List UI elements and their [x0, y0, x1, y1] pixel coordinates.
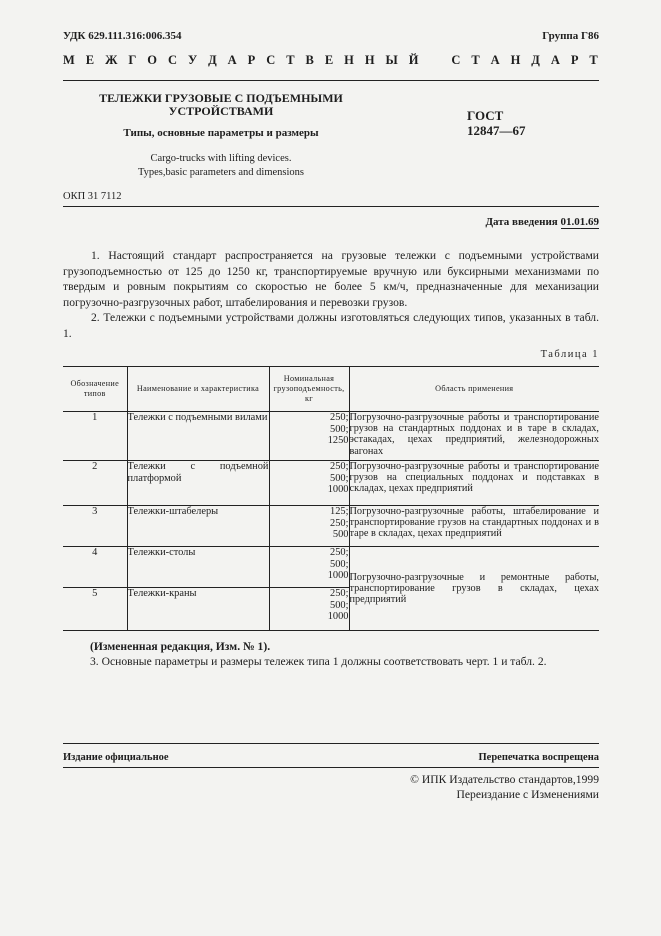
title-rule	[63, 206, 599, 207]
paragraph-1: 1. Настоящий стандарт распространяется на грузовые тележки с подъемными устройствами грузоподъемностью от 125 до 1250 кг, транспортируемые вручную или буксирными механизмами по твердым и ровным покрытиям со скоростью не более 5 км/ч, предназначенные для механизации погрузочно-разгрузочных работ, штабелирования и перевозки грузов.	[63, 249, 599, 309]
table-row	[63, 547, 599, 588]
type-name: Тележки-краны	[127, 588, 269, 631]
okp-code: ОКП 31 7112	[63, 191, 122, 202]
gost-designation	[467, 108, 587, 138]
type-area: Погрузочно-разгрузочные работы, штабелирование и транспортирование грузов на стандартных поддонах и в таре в складах, цехах предприятий	[349, 506, 599, 547]
official-edition: Издание официальное	[63, 752, 169, 763]
intro-date-value: 01.01.69	[560, 216, 599, 228]
copyright: © ИПК Издательство стандартов,1999	[410, 773, 599, 786]
english-title-line-1: Cargo-trucks with lifting devices.	[150, 153, 292, 164]
amendment-note: (Измененная редакция, Изм. № 1).	[90, 640, 271, 653]
type-capacity: 250; 500; 1000	[269, 547, 349, 588]
standard-banner: М Е Ж Г О С У Д А Р С Т В Е Н Н Ы Й С Т А Н Д А Р Т	[63, 53, 598, 67]
header-capacity: Номинальная грузоподъемность, кг	[269, 367, 349, 412]
table-row	[63, 461, 599, 506]
type-name: Тележки-штабелеры	[127, 506, 269, 547]
type-number: 5	[63, 588, 127, 631]
type-name: Тележки-столы	[127, 547, 269, 588]
type-area: Погрузочно-разгрузочные работы и транспортирование грузов на стандартных поддонах и в таре в складах, эстакадах, цехах предприятий, железнодорожных вагонах	[349, 412, 599, 461]
gost-label: ГОСТ	[467, 108, 504, 123]
group-code: Группа Г86	[542, 30, 599, 42]
types-table	[63, 366, 599, 631]
type-capacity: 250; 500; 1000	[269, 461, 349, 506]
type-capacity: 250; 500; 1250	[269, 412, 349, 461]
intro-date-label: Дата введения	[485, 216, 558, 228]
header-name: Наименование и характеристика	[127, 367, 269, 412]
udk-code: УДК 629.111.316:006.354	[63, 30, 182, 42]
type-number: 2	[63, 461, 127, 506]
english-title	[90, 152, 352, 180]
intro-date	[485, 216, 599, 228]
document-title: ТЕЛЕЖКИ ГРУЗОВЫЕ С ПОДЪЕМНЫМИ УСТРОЙСТВАМИ	[99, 91, 343, 118]
footer-rule	[63, 743, 599, 744]
type-number: 3	[63, 506, 127, 547]
type-capacity: 125; 250; 500	[269, 506, 349, 547]
type-capacity: 250; 500; 1000	[269, 588, 349, 631]
type-number: 4	[63, 547, 127, 588]
header-area: Область применения	[349, 367, 599, 412]
english-title-line-2: Types,basic parameters and dimensions	[137, 167, 305, 178]
header-rule	[63, 80, 599, 81]
paragraph-3: 3. Основные параметры и размеры тележек типа 1 должны соответствовать черт. 1 и табл. 2.	[90, 655, 547, 668]
table-caption: Таблица 1	[540, 349, 599, 360]
type-area: Погрузочно-разгрузочные работы и транспортирование грузов на специальных поддонах и подставках в складах, цехах предприятий	[349, 461, 599, 506]
copyright-block	[299, 772, 599, 802]
gost-number: 12847—67	[467, 123, 526, 138]
type-name: Тележки с подъемной платформой	[127, 461, 269, 506]
type-number: 1	[63, 412, 127, 461]
document-subtitle: Типы, основные параметры и размеры	[123, 127, 319, 139]
table-row	[63, 506, 599, 547]
table-row	[63, 412, 599, 461]
header-type: Обозначение типов	[63, 367, 127, 412]
paragraph-2: 2. Тележки с подъемными устройствами должны изготовляться следующих типов, указанных в табл. 1.	[63, 311, 599, 340]
reissue-note: Переиздание с Изменениями	[456, 788, 599, 801]
reprint-forbidden: Перепечатка воспрещена	[478, 752, 599, 763]
footer-rule-2	[63, 767, 599, 768]
type-area-shared: Погрузочно-разгрузочные и ремонтные работы, транспортирование грузов в складах, цехах предприятий	[349, 547, 599, 631]
type-name: Тележки с подъемными вилами	[127, 412, 269, 461]
